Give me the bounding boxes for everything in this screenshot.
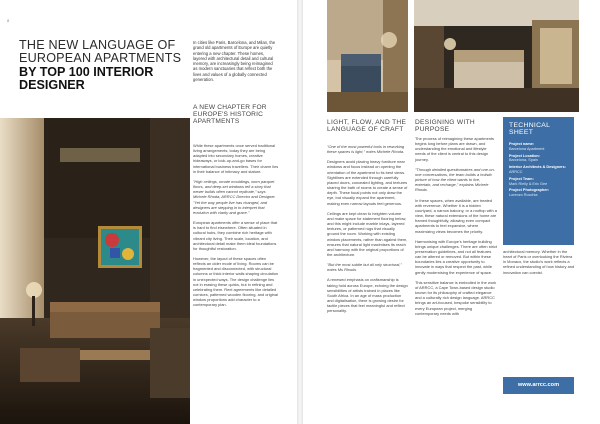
website-link[interactable]: www.arrcc.com bbox=[503, 377, 574, 394]
col1-paragraph: European apartments offer a sense of place that is hard to find elsewhere. Often situated in cultural hubs, they combine rich heritage with vibrant city living. Their scale, location, and architectural detail make them ideal foundations for thoughtful restoration. bbox=[193, 220, 278, 251]
col3-paragraph: Harmonising with Europe's heritage building brings unique challenges. There are often strict preservation guidelines, and not all features can be altered or removed. But within these boundaries lies a creative opportunity to innovate in ways that respect the past, while gently modernising the experience of space. bbox=[415, 238, 498, 275]
sheet-label: Interior Architects & Designers: bbox=[509, 165, 567, 170]
interior-photo-living-room bbox=[0, 118, 190, 424]
col3-paragraph: "Through detailed questionnaires and one-on-one conversations, the team builds a holistic picture of how the client wants to live, entertain, and recharge," explains Michele Rhoda. bbox=[415, 166, 495, 193]
sheet-value: Mark Rielly & Eric Gee bbox=[509, 181, 548, 186]
technical-sheet bbox=[503, 117, 574, 245]
col1-paragraph: While these apartments once served traditional living arrangements, today they are being adapted into secondary homes, creative hideaways, or lock-up-and-go bases for international business travellers. Their charm lies in their balance of intimacy and stature. bbox=[193, 143, 279, 174]
col3-paragraph: This sensitive balance is embodied in the work of ARRCC, a Cape Town-based design studio known for its philosophy of crafted elegance and a culturally rich design language. ARRCC brings an art-focused, bespoke sensibility to every European project, merging contemporary needs with bbox=[415, 279, 497, 316]
sheet-value: Barcelona Apartment bbox=[509, 146, 545, 151]
interior-photo-armchair bbox=[327, 0, 408, 112]
title-line-light: THE NEW LANGUAGE OF EUROPEAN APARTMENTS bbox=[19, 38, 182, 66]
title-line-bold: BY TOP 100 INTERIOR DESIGNER bbox=[19, 64, 154, 93]
sheet-label: Project Team: bbox=[509, 176, 534, 181]
body-column-2 bbox=[327, 144, 408, 319]
armchair-illustration bbox=[327, 0, 408, 112]
col1-paragraph: "High ceilings, ornate mouldings, worn parquet floors, and deep-set windows tell a story that newer builds often cannot replicate," says Michele Rhoda, ARRCC Director and Designer. "Yet the way people live has changed, and designers are stepping in to interpret that evolution with clarity and grace." bbox=[193, 178, 276, 215]
col2-paragraph: "But the most subtle but all only structural," notes Ms Rhoda. bbox=[327, 262, 402, 273]
bedroom-illustration bbox=[414, 0, 579, 112]
col2-paragraph: Designers avoid placing heavy furniture near windows and focus instead on opening the orientation of the apartment to its best views. Sightlines are extended through carefully placed doors, concealed lighting, and textures sharing the bath of rooms to create a sense of depth. These focal points not only draw the eye, but visually expand the apartment, making even narrow layouts feel generous. bbox=[327, 159, 408, 206]
sheet-value: Barcelona, Spain bbox=[509, 158, 538, 163]
sheet-value: ARRCC bbox=[509, 169, 523, 174]
intro-paragraph: In cities like Paris, Barcelona, and Milan, the grand old apartments of Europe are quietly entering a new chapter. These homes, layered with architectural detail and cultural memory, are increasingly being reimagined as modern sanctuaries that reflect both the lives and values of a globally connected generation. bbox=[193, 40, 276, 82]
col2-heading: LIGHT, FLOW, AND THE LANGUAGE OF CRAFT bbox=[327, 119, 407, 133]
sheet-label: Project Location: bbox=[509, 153, 541, 158]
body-column-3 bbox=[415, 136, 497, 321]
sheet-label: Project name: bbox=[509, 142, 535, 146]
section-heading: A NEW CHAPTER FOR EUROPE'S HISTORIC APARTMENTS bbox=[193, 104, 267, 125]
living-room-illustration bbox=[0, 118, 190, 424]
page-number: 8 bbox=[7, 18, 10, 23]
col2-paragraph: "One of the most powerful tools in reworking these spaces is light," notes Michele Rhoda. bbox=[327, 144, 405, 155]
body-column-1 bbox=[193, 143, 279, 313]
sheet-label: Project Photographer: bbox=[509, 188, 550, 193]
spine-gutter bbox=[297, 0, 303, 424]
article-title bbox=[19, 39, 195, 93]
sheet-value: Lorenzo Rocchia bbox=[509, 193, 538, 198]
left-page bbox=[0, 0, 297, 424]
interior-photo-bedroom bbox=[414, 0, 579, 112]
col1-paragraph: However, the layout of these spaces often reflects an older mode of living. Rooms can be fragmented and disconnected, with structural columns or thick interior walls shaping circulation in unexpected ways. The design challenge lies not in erasing these quirks, but in refining and celebrating them. Reel agreements like detailed cornices, patterned wooden flooring, and original window proportions add character to a contemporary plan. bbox=[193, 255, 279, 308]
technical-sheet-rows bbox=[509, 142, 568, 198]
col3-paragraph: In these spaces, when available, are treated with reverence. Whether it is a hidden courtyard, a narrow balcony, or a rooftop with a view, these natural extensions of the home are framed thoughtfully, allowing even compact apartments to feel expansive, where maximizing views becomes the priority. bbox=[415, 197, 497, 234]
col2-paragraph: A renewed emphasis on craftsmanship is taking hold across Europe, echoing the design sensibilities of artists trained in places like South Africa. In an age of mass production and digitalisation, there is growing desire for tactile pieces that feel meaningful and reflect personality. bbox=[327, 277, 408, 314]
col3-heading: DESIGNING WITH PURPOSE bbox=[415, 119, 475, 133]
technical-sheet-title: TECHNICAL SHEET bbox=[509, 122, 550, 136]
col3-paragraph: The process of reimagining these apartments begins long before plans are drawn, and understanding the emotional and lifestyle needs of the client is central to this design journey. bbox=[415, 136, 495, 162]
body-column-4-tail: architectural memory. Whether in the heart of Paris or overlooking the Riviera in Monaco, the studio's work reflects a refined understanding of how history and innovation can coexist. bbox=[503, 249, 575, 275]
col2-paragraph: Ceilings are kept clean to heighten volume and make space for statement flooring below, and this might include marble inlays, layered textures, or patterned rugs that visually ground the room. Working with existing window placements, rather than against them, ensures that natural light maximises its reach and harmony with the original proportions of the architecture. bbox=[327, 210, 408, 257]
